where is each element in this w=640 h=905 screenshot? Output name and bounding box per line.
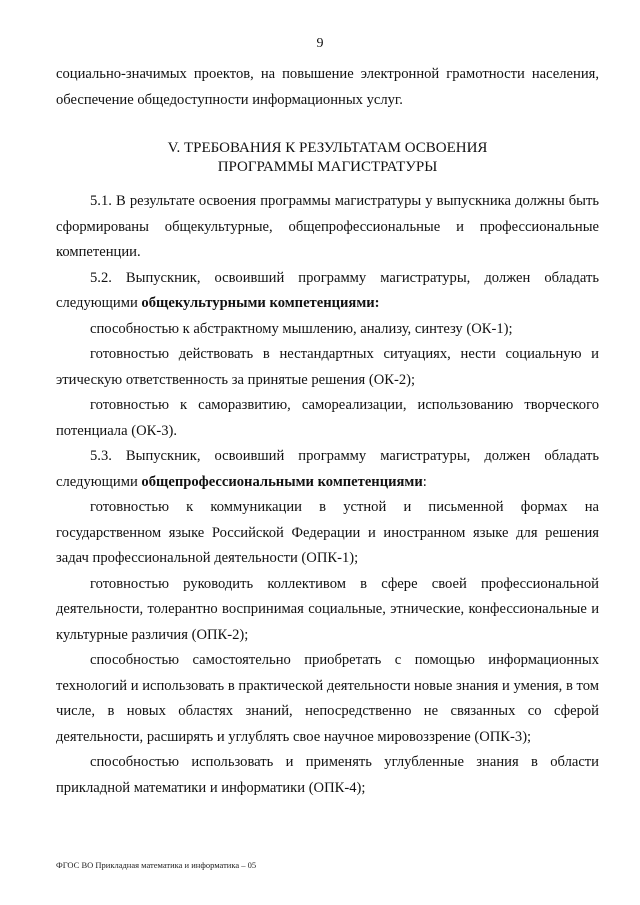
- section-title-line-1: V. ТРЕБОВАНИЯ К РЕЗУЛЬТАТАМ ОСВОЕНИЯ: [167, 140, 488, 156]
- competence-opk-2: готовностью руководить коллективом в сфере своей профессиональной деятельности, толерантно воспринимая социальные, этнические, конфессиональные и культурные различия (ОПК-2);: [56, 575, 599, 643]
- competence-opk-4: способностью использовать и применять углубленные знания в области прикладной математики и информатики (ОПК-4);: [56, 754, 599, 796]
- competence-ok-1: способностью к абстрактному мышлению, анализу, синтезу (ОК-1);: [90, 320, 513, 337]
- section-title-line-2: ПРОГРАММЫ МАГИСТРАТУРЫ: [217, 159, 438, 175]
- document-body: [56, 62, 599, 801]
- paragraph-5-2-lead: 5.2. Выпускник, освоивший программу магистратуры, должен обладать следующими: [56, 269, 599, 311]
- intro-paragraph: социально-значимых проектов, на повышение электронной грамотности населения, обеспечение общедоступности информационных услуг.: [56, 66, 599, 108]
- paragraph-5-2-bold: общекультурными компетенциями:: [141, 295, 380, 311]
- competence-opk-3: способностью самостоятельно приобретать с помощью информационных технологий и использовать в практической деятельности новые знания и умения, в том числе, в новых областях знаний, непосредственно не связанных со сферой деятельности, расширять и углублять свое научное мировоззрение (ОПК-3);: [56, 652, 599, 745]
- competence-ok-2: готовностью действовать в нестандартных ситуациях, нести социальную и этическую ответственность за принятые решения (ОК-2);: [56, 346, 599, 388]
- paragraph-5-3-bold: общепрофессиональными компетенциями: [141, 473, 423, 490]
- paragraph-5-2: [56, 266, 599, 317]
- section-heading: [56, 139, 599, 177]
- competence-ok-3: готовностью к саморазвитию, самореализации, использованию творческого потенциала (ОК-3).: [56, 397, 599, 439]
- page-footer: ФГОС ВО Прикладная математика и информатика – 05: [56, 860, 257, 870]
- paragraph-5-3-lead: 5.3. Выпускник, освоивший программу магистратуры, должен обладать следующими: [56, 448, 599, 490]
- paragraph-5-3-tail: :: [422, 473, 427, 490]
- paragraph-5-3: [56, 444, 599, 495]
- paragraph-5-1: 5.1. В результате освоения программы магистратуры у выпускника должны быть сформированы общекультурные, общепрофессиональные и профессиональные компетенции.: [56, 193, 599, 260]
- competence-opk-1: готовностью к коммуникации в устной и письменной формах на государственном языке Российской Федерации и иностранном языке для решения задач профессиональной деятельности (ОПК-1);: [56, 499, 599, 566]
- page-number: 9: [316, 36, 324, 51]
